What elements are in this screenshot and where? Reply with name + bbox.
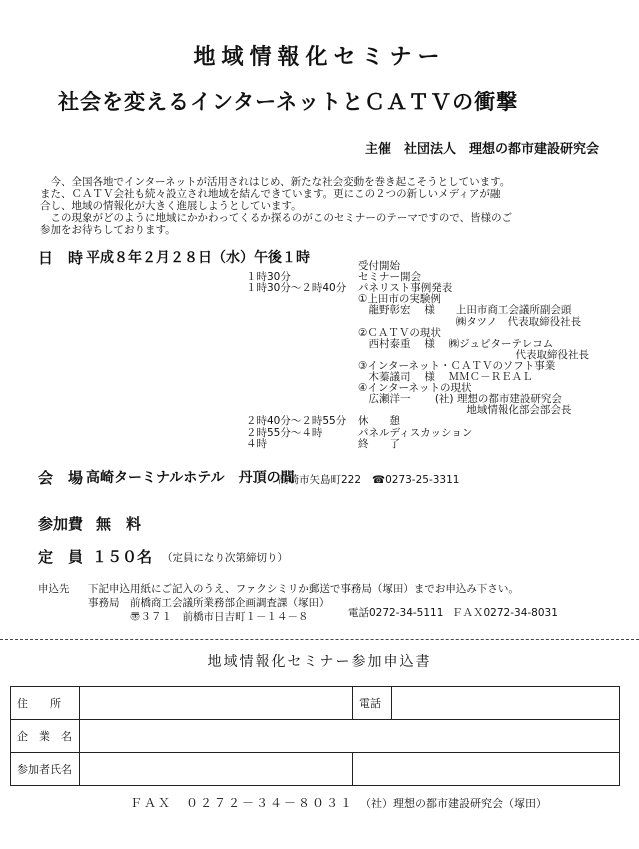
schedule-time: ２時40分～２時55分	[246, 415, 347, 428]
schedule-item: ㈱タツノ 代表取締役社長	[358, 315, 582, 328]
venue-tel: ☎0273-25-3311	[372, 474, 460, 486]
schedule-item: 広瀬洋一 (社) 理想の都市建設研究会	[358, 393, 562, 406]
capacity-label: 定 員	[38, 548, 84, 566]
footer-organization: （社）理想の都市建設研究会（塚田）	[360, 797, 547, 810]
venue-value: 高崎ターミナルホテル 丹頂の間	[86, 470, 295, 486]
schedule-item: 西村泰重 様 ㈱ジュピターテレコム	[358, 337, 554, 350]
schedule-time: １時30分	[246, 271, 291, 284]
schedule-item: 地域情報化部会部会長	[358, 404, 572, 417]
application-instruction: 下記申込用紙にご記入のうえ、ファクシミリか郵送で事務局（塚田）までお申込み下さい。	[88, 583, 519, 595]
schedule-item: ②ＣＡＴＶの現状	[358, 326, 441, 339]
schedule-item: パネリスト事例発表	[358, 282, 453, 295]
company-label: 企 業 名	[11, 720, 80, 753]
footer-fax: ＦＡＸ ０２７２－３４－８０３１	[130, 796, 355, 810]
fee-label: 参加費	[38, 515, 84, 533]
phone-field[interactable]	[392, 687, 620, 720]
application-form	[10, 686, 620, 786]
schedule-time: ２時55分～４時	[246, 426, 323, 439]
venue-address: 高崎市矢島町222	[278, 474, 362, 486]
participant-name-label: 参加者氏名	[11, 753, 80, 786]
office-phone: 電話0272-34-5111	[348, 607, 444, 619]
fee-value: 無 料	[96, 515, 142, 533]
cut-line-divider	[0, 639, 639, 640]
address-label: 住 所	[11, 687, 80, 720]
schedule-item: 木蓁議司 様 ＭＭＣ－ＲＥＡＬ	[358, 371, 533, 383]
schedule-item: セミナー開会	[358, 271, 421, 284]
intro-line: 参加をお待ちしております。	[40, 224, 176, 236]
schedule-item: 休 憩	[358, 415, 400, 428]
venue-label: 会 場	[38, 469, 84, 487]
schedule-item: 龍野彰宏 様 上田市商工会議所副会頭	[358, 304, 572, 317]
application-label: 申込先	[38, 583, 70, 595]
office-postal: 〠３７１ 前橋市日吉町１－１４－８	[130, 611, 309, 623]
schedule-item: 終 了	[358, 437, 400, 450]
office-name: 前橋商工会議所業務部企画調査課（塚田）	[130, 597, 330, 609]
intro-line: 合し、地域の情報化が大きく進展しようとしています。	[40, 200, 302, 212]
participant-name-field-1[interactable]	[80, 753, 353, 786]
schedule-item: パネルディスカッション	[358, 426, 473, 439]
schedule-item: 受付開始	[358, 260, 400, 272]
schedule-item: ④インターネットの現状	[358, 382, 472, 395]
phone-label: 電話	[353, 687, 392, 720]
schedule-item: 代表取締役社長	[358, 348, 589, 361]
intro-line: 今、全国各地でインターネットが活用されはじめ、新たな社会変動を巻き起こそうとしています。	[40, 176, 511, 188]
form-title: 地域情報化セミナー参加申込書	[207, 654, 432, 670]
datetime-label: 日 時	[38, 249, 84, 267]
capacity-note: （定員になり次第締切り）	[162, 552, 288, 564]
schedule-item: ③インターネット・ＣＡＴＶのソフト事業	[358, 359, 556, 372]
organizer: 主催 社団法人 理想の都市建設研究会	[365, 142, 600, 157]
office-fax: ＦＡＸ0272-34-8031	[452, 607, 558, 619]
datetime-value: 平成８年２月２８日（水）午後１時	[86, 250, 310, 266]
address-field[interactable]	[80, 687, 353, 720]
participant-name-field-2[interactable]	[353, 753, 620, 786]
schedule-time: ４時	[246, 437, 267, 450]
page-title: 地域情報化セミナー	[193, 45, 446, 70]
company-field[interactable]	[80, 720, 620, 753]
page-subtitle: 社会を変えるインターネットとＣＡＴＶの衝撃	[58, 90, 519, 114]
office-label: 事務局	[88, 597, 120, 609]
schedule-time: １時30分～２時40分	[246, 282, 347, 295]
intro-line: この現象がどのように地域にかかわってくるか探るのがこのセミナーのテーマですので、皆様のご	[40, 212, 513, 224]
intro-paragraph	[40, 176, 612, 236]
intro-line: また、ＣＡＴＶ会社も続々設立され地域を結んできています。更にこの２つの新しいメディアが融	[40, 188, 501, 200]
schedule-item: ①上田市の実験例	[358, 293, 441, 306]
capacity-value: １５０名	[92, 548, 153, 566]
